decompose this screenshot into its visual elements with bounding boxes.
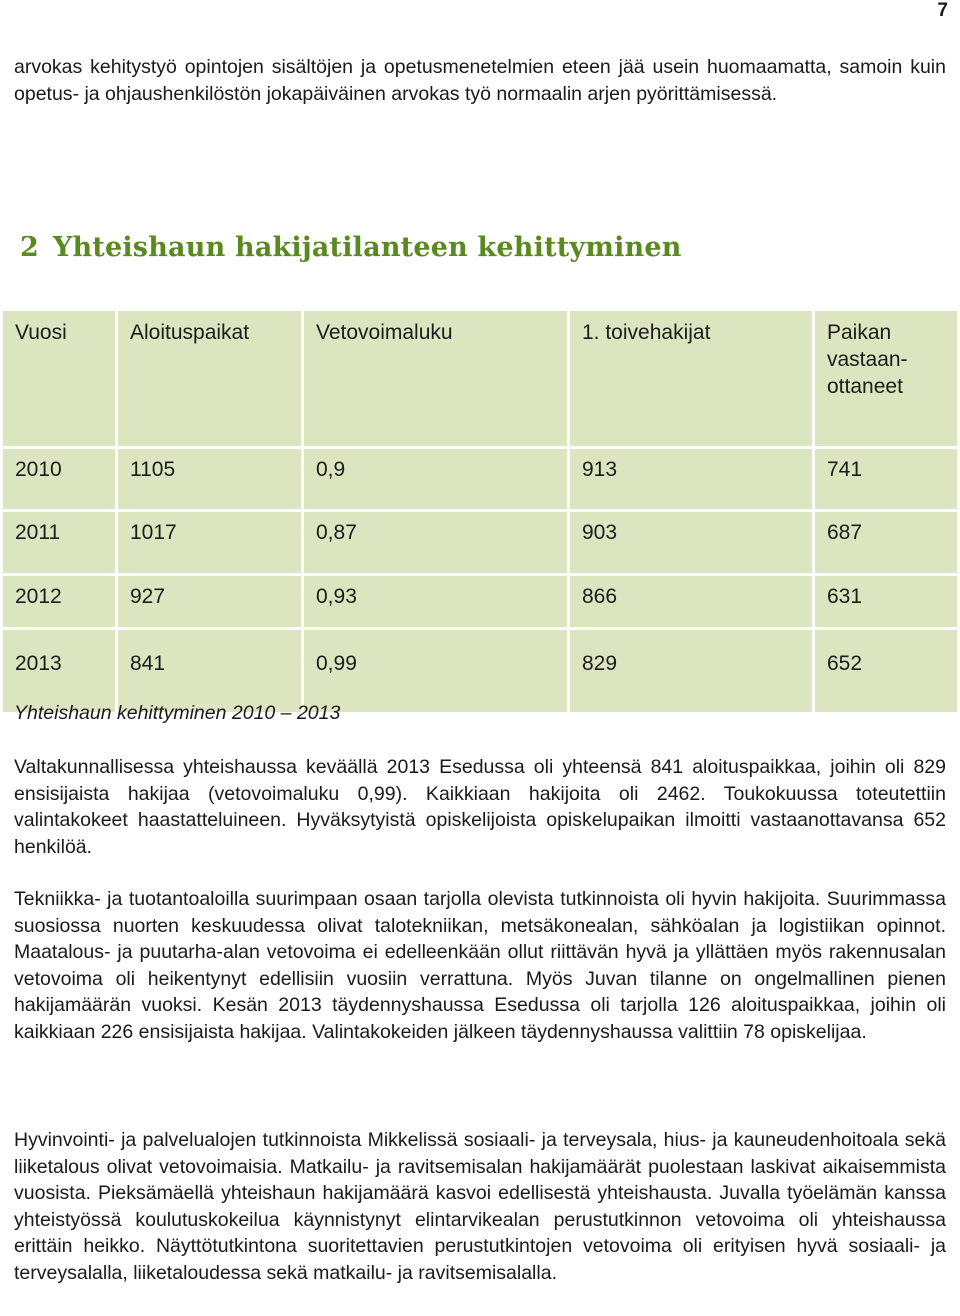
- header-year: Vuosi: [3, 311, 115, 446]
- cell-starting-places: 1017: [118, 512, 301, 573]
- header-first-choice-applicants: 1. toivehakijat: [570, 311, 812, 446]
- cell-attraction-ratio: 0,99: [304, 630, 567, 712]
- table-row: [3, 512, 957, 573]
- cell-year: 2012: [3, 576, 115, 627]
- section-title: Yhteishaun hakijatilanteen kehittyminen: [53, 232, 682, 263]
- body-paragraph: Tekniikka- ja tuotantoaloilla suurimpaan osaan tarjolla olevista tutkinnoista oli hyvin hakijoita. Suurimmassa suosiossa nuorten keskuudessa olivat talotekniikan, metsäkonealan, sähköalan ja logistiikan opinnot. Maatalous- ja puutarha-alan vetovoima ei edelleenkään ollut riittävän hyvä ja yllättäen myös rakennusalan vetovoima oli heikentynyt edellisiin vuosiin verrattuna. Myös Juvan tilanne on ongelmallinen pienen hakijamäärän vuoksi. Kesän 2013 täydennyshaussa Esedussa oli tarjolla 126 aloituspaikkaa, joihin oli kaikkiaan 226 ensisijaista hakijaa. Valintakokeiden jälkeen täydennyshaussa valittiin 78 opiskelijaa.: [14, 888, 946, 1043]
- cell-first-choice-applicants: 866: [570, 576, 812, 627]
- table-caption: Yhteishaun kehittyminen 2010 – 2013: [14, 702, 341, 724]
- body-paragraph: Valtakunnallisessa yhteishaussa keväällä 2013 Esedussa oli yhteensä 841 aloituspaikkaa, joihin oli 829 ensisijaista hakijaa (vetovoimaluku 0,99). Kaikkiaan hakijoita oli 2462. Toukokuussa toteutettiin valintakokeet haastatteluineen. Hyväksytyistä opiskelijoista opiskelupaikan ilmoitti vastaanottavansa 652 henkilöä.: [14, 756, 946, 858]
- header-starting-places: Aloituspaikat: [118, 311, 301, 446]
- cell-first-choice-applicants: 913: [570, 449, 812, 509]
- cell-starting-places: 841: [118, 630, 301, 712]
- header-places-accepted: Paikan vastaan- ottaneet: [815, 311, 957, 446]
- cell-year: 2011: [3, 512, 115, 573]
- section-number: 2: [20, 232, 39, 263]
- cell-starting-places: 927: [118, 576, 301, 627]
- header-attraction-ratio: Vetovoimaluku: [304, 311, 567, 446]
- cell-places-accepted: 631: [815, 576, 957, 627]
- page-number: 7: [937, 0, 948, 21]
- section-heading: [20, 232, 682, 263]
- table-row: [3, 449, 957, 509]
- applicant-table: [0, 308, 960, 715]
- cell-attraction-ratio: 0,9: [304, 449, 567, 509]
- table-header-row: [3, 311, 957, 446]
- table-row: [3, 576, 957, 627]
- intro-paragraph: arvokas kehitystyö opintojen sisältöjen ja opetusmenetelmien eteen jää usein huomaamatta, samoin kuin opetus- ja ohjaushenkilöstön jokapäiväinen arvokas työ normaalin arjen pyörittämisessä.: [14, 56, 946, 105]
- cell-year: 2010: [3, 449, 115, 509]
- body-paragraph: Hyvinvointi- ja palvelualojen tutkinnoista Mikkelissä sosiaali- ja terveysala, hius- ja kauneudenhoitoala sekä liiketalous olivat vetovoimaisia. Matkailu- ja ravitsemisalan hakijamäärät puolestaan laskivat aikaisemmista vuosista. Pieksämäellä yhteishaun hakijamäärä kasvoi edellisestä yhteishausta. Juvalla työelämän kanssa yhteistyössä koulutuskokeilua käynnistynyt elintarvikealan perustutkinnon vetovoima oli yhteishaussa erittäin heikko. Näyttötutkintona suoritettavien perustutkintojen vetovoima oli erityisen hyvä sosiaali- ja terveysalalla, liiketaloudessa sekä matkailu- ja ravitsemisalalla.: [14, 1129, 946, 1284]
- cell-attraction-ratio: 0,93: [304, 576, 567, 627]
- cell-places-accepted: 741: [815, 449, 957, 509]
- cell-places-accepted: 652: [815, 630, 957, 712]
- cell-places-accepted: 687: [815, 512, 957, 573]
- cell-first-choice-applicants: 829: [570, 630, 812, 712]
- cell-attraction-ratio: 0,87: [304, 512, 567, 573]
- cell-starting-places: 1105: [118, 449, 301, 509]
- cell-first-choice-applicants: 903: [570, 512, 812, 573]
- cell-year: 2013: [3, 630, 115, 712]
